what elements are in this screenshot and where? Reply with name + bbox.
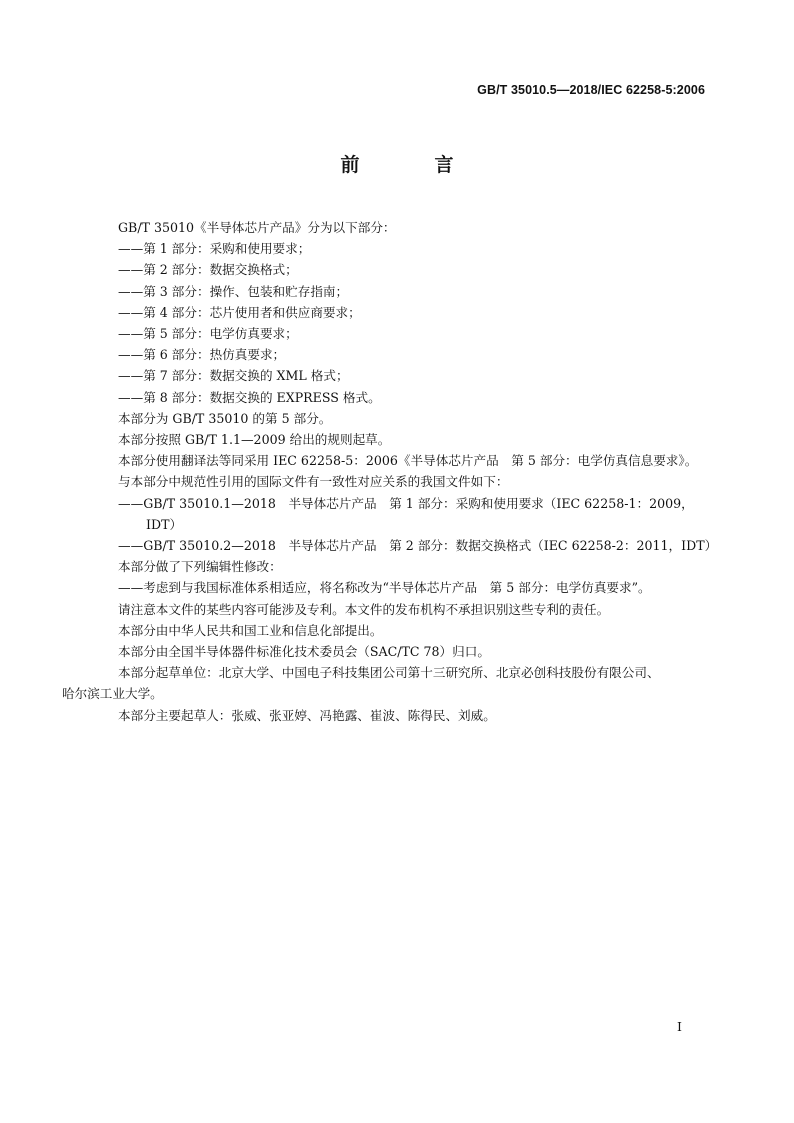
list-item-continuation: IDT） <box>146 516 183 532</box>
text-line: 本部分起草单位：北京大学、中国电子科技集团公司第十三研究所、北京必创科技股份有限公司、 <box>118 665 660 681</box>
list-item: ——考虑到与我国标准体系相适应，将名称改为“半导体芯片产品 第 5 部分：电学仿真要求”。 <box>118 580 651 596</box>
list-item: ——第 5 部分：电学仿真要求； <box>118 326 298 342</box>
list-item: ——第 6 部分：热仿真要求； <box>118 347 286 363</box>
list-item: ——第 7 部分：数据交换的 XML 格式； <box>118 368 349 384</box>
list-item: ——GB/T 35010.1—2018 半导体芯片产品 第 1 部分：采购和使用要求（IEC 62258-1：2009， <box>118 495 694 511</box>
text-line: 本部分为 GB/T 35010 的第 5 部分。 <box>118 410 332 426</box>
list-item: ——第 8 部分：数据交换的 EXPRESS 格式。 <box>118 389 381 405</box>
standard-code: GB/T 35010.5—2018/IEC 62258-5:2006 <box>477 83 705 97</box>
page-title: 前 言 <box>340 154 482 176</box>
list-item: ——第 4 部分：芯片使用者和供应商要求； <box>118 304 361 320</box>
text-line: 本部分做了下列编辑性修改： <box>118 559 282 575</box>
text-line: GB/T 35010《半导体芯片产品》分为以下部分： <box>118 220 396 235</box>
text-line: 本部分由中华人民共和国工业和信息化部提出。 <box>118 622 383 638</box>
list-item: ——GB/T 35010.2—2018 半导体芯片产品 第 2 部分：数据交换格式（IEC 62258-2：2011，IDT） <box>118 538 718 554</box>
list-item: ——第 3 部分：操作、包装和贮存指南； <box>118 283 349 299</box>
document-body <box>62 217 718 726</box>
list-item: ——第 1 部分：采购和使用要求； <box>118 241 311 257</box>
text-line: 本部分按照 GB/T 1.1—2009 给出的规则起草。 <box>118 432 391 448</box>
list-item: ——第 2 部分：数据交换格式； <box>118 262 298 278</box>
text-line: 本部分由全国半导体器件标准化技术委员会（SAC/TC 78）归口。 <box>118 644 490 660</box>
text-line-continuation: 哈尔滨工业大学。 <box>62 686 163 702</box>
text-line: 本部分主要起草人：张威、张亚婷、冯艳露、崔波、陈得民、刘威。 <box>118 707 496 723</box>
text-line: 与本部分中规范性引用的国际文件有一致性对应关系的我国文件如下： <box>118 474 509 490</box>
page-number: I <box>677 1019 682 1034</box>
text-line: 请注意本文件的某些内容可能涉及专利。本文件的发布机构不承担识别这些专利的责任。 <box>118 601 610 617</box>
text-line: 本部分使用翻译法等同采用 IEC 62258-5：2006《半导体芯片产品 第 5 部分：电学仿真信息要求》。 <box>118 453 698 469</box>
